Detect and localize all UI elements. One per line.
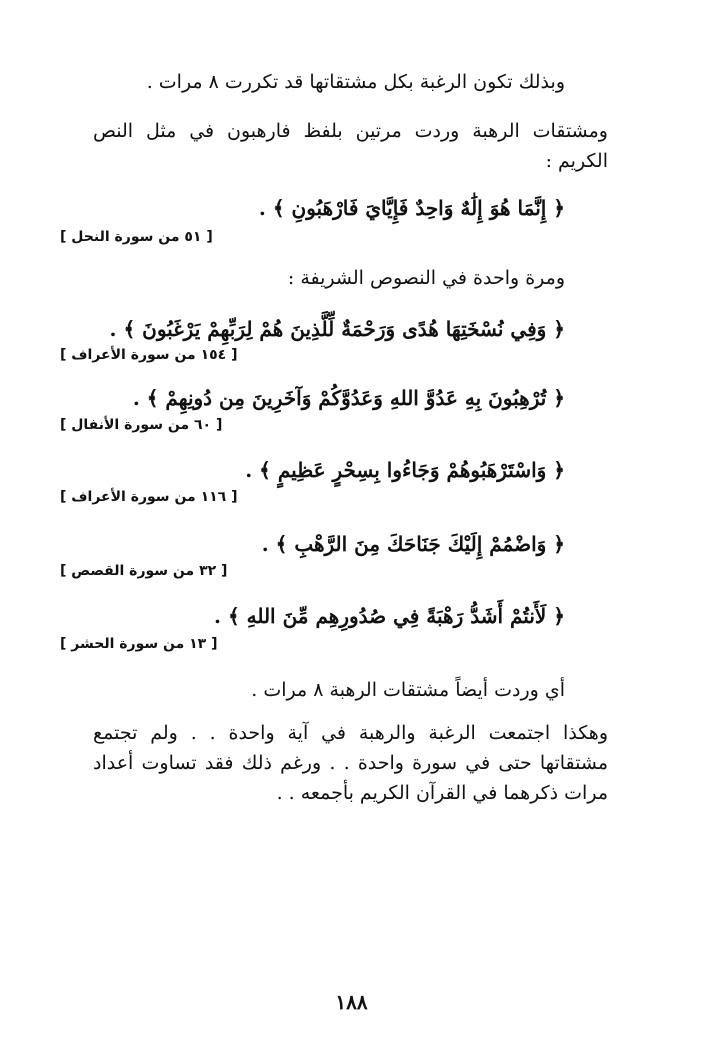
verse-al-araf-154: ﴿ وَفِي نُسْخَتِهَا هُدًى وَرَحْمَةٌ لِّلَّذِينَ هُمْ لِرَبِّهِمْ يَرْغَبُونَ ﴾ . [109, 317, 565, 341]
intro-line: وبذلك تكون الرغبة بكل مشتقاتها قد تكررت ٨ مرات . [146, 71, 565, 93]
verse-an-nahl: ﴿ إِنَّمَا هُوَ إِلَٰهٌ وَاحِدٌ فَإِيَّايَ فَارْهَبُونِ ﴾ . [258, 196, 565, 220]
verse-reference: [ ٥١ من سورة النحل ] [60, 229, 213, 245]
closing-paragraph: وهكذا اجتمعت الرغبة والرهبة في آية واحدة . . ولم تجتمع مشتقاتها حتى في سورة واحدة . . ورغم ذلك فقد تساوت أعداد مرات ذكرهما في القرآن الكريم بأجمعه . . [93, 722, 608, 804]
summary-line: أي وردت أيضاً مشتقات الرهبة ٨ مرات . [251, 679, 565, 701]
transition-line: ومرة واحدة في النصوص الشريفة : [287, 267, 565, 289]
verse-reference: [ ٦٠ من سورة الأنفال ] [60, 417, 223, 433]
verse-reference: [ ١٥٤ من سورة الأعراف ] [60, 347, 238, 363]
verse-reference: [ ١٣ من سورة الحشر ] [60, 636, 218, 652]
verse-al-anfal-60: ﴿ تُرْهِبُونَ بِهِ عَدُوَّ اللهِ وَعَدُوَّكُمْ وَآخَرِينَ مِن دُونِهِمْ ﴾ . [132, 386, 565, 410]
verse-reference: [ ٣٢ من سورة القصص ] [60, 563, 228, 579]
verse-al-araf-116: ﴿ وَاسْتَرْهَبُوهُمْ وَجَاءُوا بِسِحْرٍ عَظِيمٍ ﴾ . [245, 458, 565, 482]
verse-reference: [ ١١٦ من سورة الأعراف ] [60, 489, 238, 505]
intro-paragraph: ومشتقات الرهبة وردت مرتين بلفظ فارهبون في مثل النص الكريم : [93, 120, 608, 172]
verse-al-hashr-13: ﴿ لَأَنتُمْ أَشَدُّ رَهْبَةً فِي صُدُورِهِم مِّنَ اللهِ ﴾ . [214, 604, 565, 628]
page-number: ١٨٨ [335, 990, 368, 1014]
verse-al-qasas-32: ﴿ وَاضْمُمْ إِلَيْكَ جَنَاحَكَ مِنَ الرَّهْبِ ﴾ . [261, 532, 565, 556]
